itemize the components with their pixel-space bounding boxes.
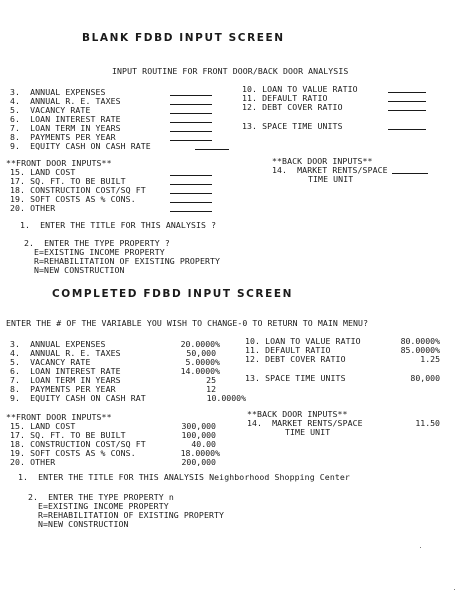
completed-value-5: 5.0000% <box>185 357 220 367</box>
completed-row-18: 18. CONSTRUCTION COST/SQ FT <box>10 439 146 449</box>
completed-value-12: 1.25 <box>420 354 440 364</box>
blank-field-20 <box>170 211 212 212</box>
completed-value-8: 12 <box>206 384 216 394</box>
completed-value-4: 50,000 <box>186 348 216 358</box>
blank-row-4: 4. ANNUAL R. E. TAXES <box>10 96 121 106</box>
blank-back-header: **BACK DOOR INPUTS** <box>272 156 373 166</box>
completed-row-12: 12. DEBT COVER RATIO <box>245 354 346 364</box>
completed-row-19: 19. SOFT COSTS AS % CONS. <box>10 448 136 458</box>
blank-heading: BLANK FDBD INPUT SCREEN <box>82 32 285 44</box>
completed-row-9: 9. EQUITY CASH ON CASH RAT <box>10 393 146 403</box>
completed-heading: COMPLETED FDBD INPUT SCREEN <box>52 288 294 300</box>
blank-field-11 <box>388 101 426 102</box>
completed-row-17: 17. SQ. FT. TO BE BUILT <box>10 430 126 440</box>
blank-field-19 <box>170 202 212 203</box>
completed-value-3: 20.0000% <box>180 339 220 349</box>
blank-field-5 <box>170 113 212 114</box>
blank-question-type: 2. ENTER THE TYPE PROPERTY ? <box>24 238 170 248</box>
blank-field-8 <box>170 140 212 141</box>
completed-value-18: 40.00 <box>191 439 216 449</box>
completed-row-14: 14. MARKET RENTS/SPACE <box>247 418 363 428</box>
completed-front-header: **FRONT DOOR INPUTS** <box>6 412 112 422</box>
blank-field-7 <box>170 131 212 132</box>
completed-value-19: 18.0000% <box>180 448 220 458</box>
completed-option-r: R=REHABILITATION OF EXISTING PROPERTY <box>38 510 225 520</box>
blank-field-12 <box>388 110 426 111</box>
blank-field-3 <box>170 95 212 96</box>
blank-front-header: **FRONT DOOR INPUTS** <box>6 158 112 168</box>
blank-row-17: 17. SQ. FT. TO BE BUILT <box>10 176 126 186</box>
blank-row-20: 20. OTHER <box>10 203 56 213</box>
completed-value-15: 300,000 <box>181 421 216 431</box>
blank-row-13: 13. SPACE TIME UNITS <box>242 121 343 131</box>
completed-option-n: N=NEW CONSTRUCTION <box>38 519 129 529</box>
blank-row-3: 3. ANNUAL EXPENSES <box>10 87 106 97</box>
completed-row-5: 5. VACANCY RATE <box>10 357 91 367</box>
blank-row-11: 11. DEFAULT RATIO <box>242 93 328 103</box>
scan-speck <box>454 589 455 590</box>
blank-row-8: 8. PAYMENTS PER YEAR <box>10 132 116 142</box>
blank-row-15: 15. LAND COST <box>10 167 76 177</box>
completed-option-e: E=EXISTING INCOME PROPERTY <box>38 501 169 511</box>
blank-question-title: 1. ENTER THE TITLE FOR THIS ANALYSIS ? <box>20 220 217 230</box>
completed-value-10: 80.0000% <box>400 336 440 346</box>
scan-speck <box>420 547 421 548</box>
blank-field-9 <box>195 149 229 150</box>
completed-row-11: 11. DEFAULT RATIO <box>245 345 331 355</box>
blank-subtitle: INPUT ROUTINE FOR FRONT DOOR/BACK DOOR ANALYSIS <box>112 66 349 76</box>
blank-row-10: 10. LOAN TO VALUE RATIO <box>242 84 358 94</box>
blank-field-18 <box>170 193 212 194</box>
blank-field-6 <box>170 122 212 123</box>
completed-row-8: 8. PAYMENTS PER YEAR <box>10 384 116 394</box>
completed-row-6: 6. LOAN INTEREST RATE <box>10 366 121 376</box>
blank-field-15 <box>170 175 212 176</box>
completed-row-3: 3. ANNUAL EXPENSES <box>10 339 106 349</box>
completed-value-17: 100,000 <box>181 430 216 440</box>
blank-row-5: 5. VACANCY RATE <box>10 105 91 115</box>
completed-value-9: 10.0000% <box>206 393 246 403</box>
completed-value-20: 200,000 <box>181 457 216 467</box>
completed-prompt: ENTER THE # OF THE VARIABLE YOU WISH TO CHANGE-0 TO RETURN TO MAIN MENU? <box>6 318 369 328</box>
completed-row-10: 10. LOAN TO VALUE RATIO <box>245 336 361 346</box>
completed-value-6: 14.0000% <box>180 366 220 376</box>
blank-row-14: 14. MARKET RENTS/SPACE <box>272 165 388 175</box>
completed-value-11: 85.0000% <box>400 345 440 355</box>
blank-row-12: 12. DEBT COVER RATIO <box>242 102 343 112</box>
blank-field-13 <box>388 129 426 130</box>
completed-row-14-cont: TIME UNIT <box>285 427 331 437</box>
completed-value-13: 80,000 <box>410 373 440 383</box>
blank-row-14-cont: TIME UNIT <box>308 174 354 184</box>
blank-row-19: 19. SOFT COSTS AS % CONS. <box>10 194 136 204</box>
blank-row-9: 9. EQUITY CASH ON CASH RATE <box>10 141 151 151</box>
blank-field-10 <box>388 92 426 93</box>
blank-row-6: 6. LOAN INTEREST RATE <box>10 114 121 124</box>
completed-value-14: 11.50 <box>415 418 440 428</box>
blank-row-18: 18. CONSTRUCTION COST/SQ FT <box>10 185 146 195</box>
blank-field-17 <box>170 184 212 185</box>
blank-row-7: 7. LOAN TERM IN YEARS <box>10 123 121 133</box>
completed-row-7: 7. LOAN TERM IN YEARS <box>10 375 121 385</box>
completed-question-title: 1. ENTER THE TITLE FOR THIS ANALYSIS Neighborhood Shopping Center <box>18 472 350 482</box>
blank-option-r: R=REHABILITATION OF EXISTING PROPERTY <box>34 256 221 266</box>
completed-question-type: 2. ENTER THE TYPE PROPERTY n <box>28 492 174 502</box>
blank-field-14 <box>392 173 428 174</box>
completed-back-header: **BACK DOOR INPUTS** <box>247 409 348 419</box>
completed-row-20: 20. OTHER <box>10 457 56 467</box>
completed-value-7: 25 <box>206 375 216 385</box>
blank-option-n: N=NEW CONSTRUCTION <box>34 265 125 275</box>
blank-option-e: E=EXISTING INCOME PROPERTY <box>34 247 165 257</box>
completed-row-13: 13. SPACE TIME UNITS <box>245 373 346 383</box>
completed-row-15: 15. LAND COST <box>10 421 76 431</box>
completed-row-4: 4. ANNUAL R. E. TAXES <box>10 348 121 358</box>
blank-field-4 <box>170 104 212 105</box>
